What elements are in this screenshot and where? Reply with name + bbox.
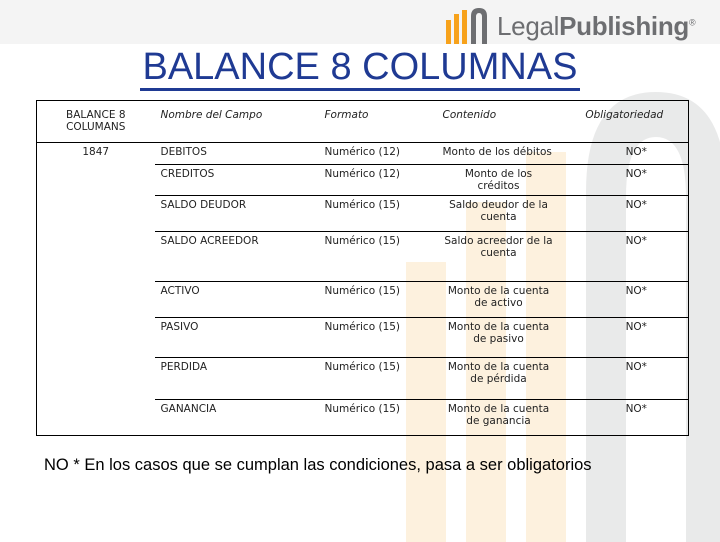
- field-required: NO*: [561, 196, 689, 232]
- table-row: [37, 358, 689, 400]
- field-required: NO*: [561, 358, 689, 400]
- field-name: SALDO DEUDOR: [155, 196, 319, 232]
- field-content: [437, 358, 561, 400]
- field-content-text: Monto de la cuenta de pérdida: [447, 361, 550, 385]
- field-content-text: Monto de la cuenta de activo: [447, 285, 550, 309]
- legal-publishing-logo: [443, 6, 695, 46]
- field-format: Numérico (12): [319, 165, 437, 196]
- field-required: NO*: [561, 232, 689, 282]
- column-header: Obligatoriedad: [561, 101, 689, 143]
- field-required: NO*: [561, 400, 689, 436]
- field-content-text: Monto de la cuenta de ganancia: [447, 403, 550, 427]
- field-content-text: Saldo deudor de la cuenta: [449, 199, 548, 223]
- table-row: [37, 400, 689, 436]
- field-content: [437, 282, 561, 318]
- logo-text: [497, 11, 695, 42]
- field-name: CREDITOS: [155, 165, 319, 196]
- registered-mark: ®: [689, 16, 696, 27]
- table-row: [37, 318, 689, 358]
- field-content-text: Monto de los créditos: [464, 168, 533, 192]
- group-code-empty: [37, 318, 155, 358]
- table-row: [37, 165, 689, 196]
- table-row: [37, 196, 689, 232]
- field-name: DEBITOS: [155, 143, 319, 165]
- table-row: [37, 232, 689, 282]
- column-header: Contenido: [437, 101, 561, 143]
- field-format: Numérico (15): [319, 282, 437, 318]
- field-format: Numérico (12): [319, 143, 437, 165]
- field-content-text: Saldo acreedor de la cuenta: [444, 235, 553, 259]
- field-required: NO*: [561, 318, 689, 358]
- field-name: PERDIDA: [155, 358, 319, 400]
- footnote: NO * En los casos que se cumplan las condiciones, pasa a ser obligatorios: [44, 456, 592, 474]
- field-content: [437, 318, 561, 358]
- page-title: [0, 44, 720, 90]
- field-content: [437, 143, 561, 165]
- column-header: Formato: [319, 101, 437, 143]
- field-content: [437, 165, 561, 196]
- group-code-empty: [37, 196, 155, 232]
- field-format: Numérico (15): [319, 196, 437, 232]
- field-required: NO*: [561, 282, 689, 318]
- field-required: NO*: [561, 143, 689, 165]
- table-header-row: [37, 101, 689, 143]
- field-content: [437, 400, 561, 436]
- table-row: [37, 143, 689, 165]
- group-code-empty: [37, 165, 155, 196]
- group-code-empty: [37, 400, 155, 436]
- logo-mark-icon: [443, 6, 493, 46]
- logo-text-publishing: Publishing: [559, 10, 690, 41]
- field-format: Numérico (15): [319, 232, 437, 282]
- field-name: ACTIVO: [155, 282, 319, 318]
- field-name: GANANCIA: [155, 400, 319, 436]
- group-code-empty: [37, 358, 155, 400]
- field-name: PASIVO: [155, 318, 319, 358]
- field-content-text: Monto de la cuenta de pasivo: [447, 321, 550, 345]
- field-content: [437, 232, 561, 282]
- fields-table: [36, 100, 689, 436]
- group-code-empty: [37, 282, 155, 318]
- field-content: [437, 196, 561, 232]
- group-code: 1847: [82, 146, 110, 158]
- logo-text-legal: Legal: [497, 10, 560, 41]
- field-required: NO*: [561, 165, 689, 196]
- page-title-text: BALANCE 8 COLUMNAS: [140, 46, 579, 91]
- group-code-empty: [37, 232, 155, 282]
- field-name: SALDO ACREEDOR: [155, 232, 319, 282]
- field-format: Numérico (15): [319, 318, 437, 358]
- field-format: Numérico (15): [319, 400, 437, 436]
- field-content-text: Monto de los débitos: [442, 146, 552, 158]
- column-header: Nombre del Campo: [155, 101, 319, 143]
- column-header: BALANCE 8 COLUMANS: [37, 101, 155, 143]
- field-format: Numérico (15): [319, 358, 437, 400]
- table-row: [37, 282, 689, 318]
